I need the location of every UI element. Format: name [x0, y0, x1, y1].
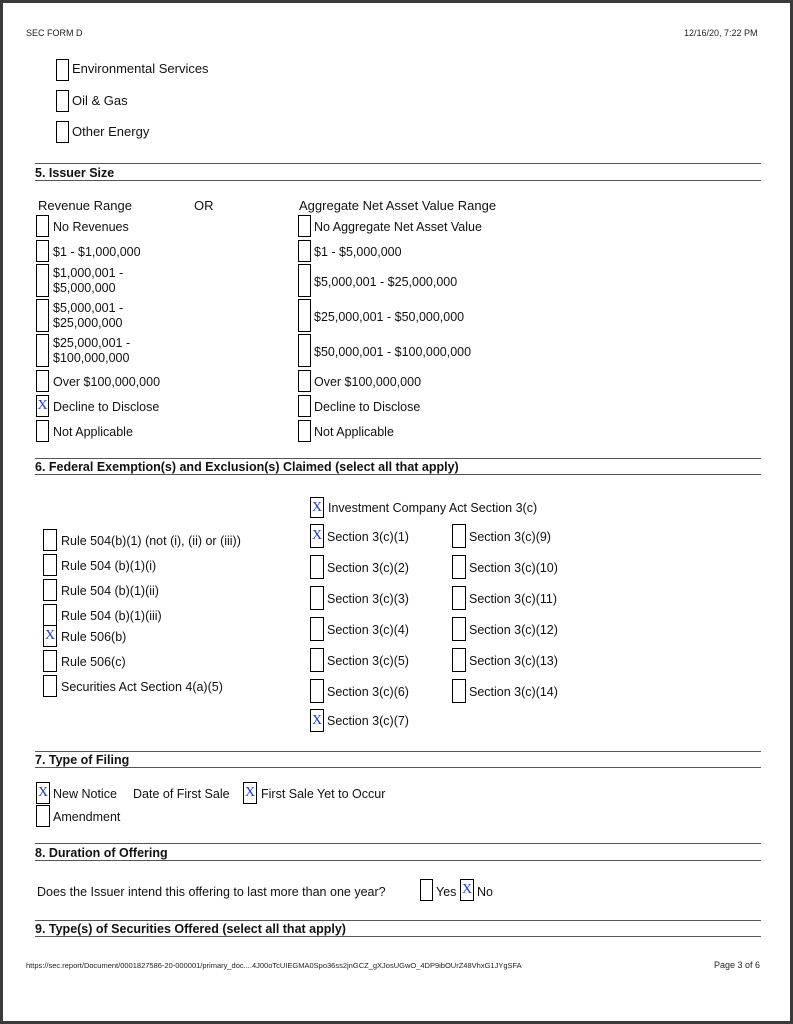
- checkbox-rule-504b1iii[interactable]: [43, 604, 57, 626]
- checkbox-nav-over-100m[interactable]: [298, 370, 311, 392]
- checkbox-amendment[interactable]: [36, 805, 50, 827]
- section-6-top-rule: [35, 458, 761, 459]
- net-asset-value-heading: Aggregate Net Asset Value Range: [299, 198, 497, 213]
- label-amendment: Amendment: [53, 810, 121, 824]
- checkbox-section-3c1[interactable]: X: [310, 524, 324, 548]
- label-revenue-25m-100m: $25,000,001 - $100,000,000: [53, 336, 131, 365]
- label-nav-1-5m: $1 - $5,000,000: [314, 245, 402, 259]
- checkbox-nav-decline[interactable]: [298, 395, 311, 417]
- section-8-top-rule: [35, 843, 761, 844]
- label-revenue-over-100m: Over $100,000,000: [53, 375, 161, 389]
- checkbox-rule-504b1ii[interactable]: [43, 579, 57, 601]
- section-8-title: 8. Duration of Offering: [35, 846, 168, 860]
- section-9-title: 9. Type(s) of Securities Offered (select all that apply): [35, 922, 346, 936]
- label-nav-not-applicable: Not Applicable: [314, 425, 394, 439]
- section-7-top-rule: [35, 751, 761, 752]
- checkbox-nav-5m-25m[interactable]: [298, 264, 311, 297]
- page-number: Page 3 of 6: [714, 960, 761, 970]
- label-new-notice: New Notice: [53, 787, 117, 801]
- checkbox-other-energy[interactable]: [56, 121, 69, 143]
- label-revenue-decline: Decline to Disclose: [53, 400, 160, 414]
- or-label: OR: [194, 198, 214, 213]
- checkbox-revenue-decline[interactable]: X: [36, 395, 49, 417]
- label-section-3c6: Section 3(c)(6): [327, 685, 409, 699]
- label-oil-gas: Oil & Gas: [72, 93, 128, 108]
- label-rule-506c: Rule 506(c): [61, 655, 126, 669]
- label-rule-506b: Rule 506(b): [61, 630, 127, 644]
- label-nav-5m-25m: $5,000,001 - $25,000,000: [314, 275, 458, 289]
- checkbox-rule-504b1i[interactable]: [43, 554, 57, 576]
- checkbox-section-3c6[interactable]: [310, 679, 324, 703]
- checkbox-revenue-1-1m[interactable]: [36, 240, 49, 262]
- checkbox-rule-504b1[interactable]: [43, 529, 57, 551]
- label-section-3c11: Section 3(c)(11): [469, 592, 557, 606]
- checkbox-section-3c3[interactable]: [310, 586, 324, 610]
- label-rule-504b1i: Rule 504 (b)(1)(i): [61, 559, 157, 573]
- footer-url: https://sec.report/Document/0001827586-20-000001/primary_doc....4J00oTcUIEGMA0Spo36ss2jnGCZ_gXJosUGwO_4DP9ibOUrZ48VhxG1JYgSFA: [26, 961, 522, 970]
- label-rule-504b1ii: Rule 504 (b)(1)(ii): [61, 584, 159, 598]
- section-7-bottom-rule: [35, 767, 761, 768]
- label-section-3c9: Section 3(c)(9): [469, 530, 551, 544]
- label-date-of-first-sale: Date of First Sale: [133, 787, 230, 801]
- checkbox-duration-no[interactable]: X: [460, 879, 474, 901]
- section-9-bottom-rule: [35, 936, 761, 937]
- checkbox-no-revenues[interactable]: [36, 215, 49, 237]
- checkbox-environmental-services[interactable]: [56, 59, 69, 81]
- label-section-3c13: Section 3(c)(13): [469, 654, 558, 668]
- label-first-sale-yet-to-occur: First Sale Yet to Occur: [261, 787, 386, 801]
- label-section-3c2: Section 3(c)(2): [327, 561, 409, 575]
- checkbox-new-notice[interactable]: X: [36, 782, 50, 804]
- section-8-bottom-rule: [35, 860, 761, 861]
- checkbox-section-3c10[interactable]: [452, 555, 466, 579]
- print-timestamp: 12/16/20, 7:22 PM: [684, 28, 758, 38]
- checkbox-section-3c13[interactable]: [452, 648, 466, 672]
- label-revenue-1-1m: $1 - $1,000,000: [53, 245, 141, 259]
- checkbox-revenue-25m-100m[interactable]: [36, 334, 49, 367]
- label-nav-25m-50m: $25,000,001 - $50,000,000: [314, 310, 465, 324]
- label-securities-act-4a5: Securities Act Section 4(a)(5): [61, 680, 223, 694]
- revenue-range-heading: Revenue Range: [38, 198, 132, 213]
- label-nav-50m-100m: $50,000,001 - $100,000,000: [314, 345, 472, 359]
- form-title-header: SEC FORM D: [26, 28, 83, 38]
- section-7-title: 7. Type of Filing: [35, 753, 130, 767]
- checkbox-nav-not-applicable[interactable]: [298, 420, 311, 442]
- label-no-revenues: No Revenues: [53, 220, 129, 234]
- label-revenue-not-applicable: Not Applicable: [53, 425, 133, 439]
- label-no-nav: No Aggregate Net Asset Value: [314, 220, 482, 234]
- checkbox-section-3c11[interactable]: [452, 586, 466, 610]
- document-page: [3, 3, 790, 1021]
- label-duration-no: No: [477, 885, 493, 899]
- label-investment-company-act: Investment Company Act Section 3(c): [328, 501, 538, 515]
- label-section-3c5: Section 3(c)(5): [327, 654, 409, 668]
- checkbox-section-3c9[interactable]: [452, 524, 466, 548]
- checkbox-duration-yes[interactable]: [420, 879, 433, 901]
- checkbox-section-3c7[interactable]: X: [310, 709, 324, 732]
- label-section-3c12: Section 3(c)(12): [469, 623, 558, 637]
- label-rule-504b1iii: Rule 504 (b)(1)(iii): [61, 609, 162, 623]
- section-9-top-rule: [35, 920, 761, 921]
- label-revenue-5m-25m: $5,000,001 - $25,000,000: [53, 301, 124, 330]
- section-6-title: 6. Federal Exemption(s) and Exclusion(s) Claimed (select all that apply): [35, 460, 459, 474]
- checkbox-revenue-1m-5m[interactable]: [36, 264, 49, 297]
- section-6-bottom-rule: [35, 474, 761, 475]
- label-section-3c4: Section 3(c)(4): [327, 623, 409, 637]
- label-section-3c10: Section 3(c)(10): [469, 561, 558, 575]
- checkbox-no-nav[interactable]: [298, 215, 311, 237]
- label-section-3c14: Section 3(c)(14): [469, 685, 558, 699]
- checkbox-securities-act-4a5[interactable]: [43, 675, 57, 697]
- section-5-title: 5. Issuer Size: [35, 166, 115, 180]
- checkbox-rule-506b[interactable]: X: [43, 625, 57, 647]
- checkbox-first-sale-yet-to-occur[interactable]: X: [243, 782, 257, 804]
- checkbox-revenue-over-100m[interactable]: [36, 370, 49, 392]
- label-revenue-1m-5m: $1,000,001 - $5,000,000: [53, 266, 124, 295]
- label-rule-504b1: Rule 504(b)(1) (not (i), (ii) or (iii)): [61, 534, 241, 548]
- duration-question: Does the Issuer intend this offering to last more than one year?: [37, 885, 386, 899]
- label-duration-yes: Yes: [436, 885, 457, 899]
- label-section-3c1: Section 3(c)(1): [327, 530, 409, 544]
- checkbox-oil-gas[interactable]: [56, 90, 69, 112]
- checkbox-nav-1-5m[interactable]: [298, 240, 311, 262]
- checkbox-investment-company-act[interactable]: X: [310, 497, 324, 518]
- checkbox-nav-25m-50m[interactable]: [298, 299, 311, 332]
- section-5-bottom-rule: [35, 180, 761, 181]
- checkbox-rule-506c[interactable]: [43, 650, 57, 672]
- label-section-3c7: Section 3(c)(7): [327, 714, 409, 728]
- checkbox-section-3c4[interactable]: [310, 617, 324, 641]
- checkbox-revenue-not-applicable[interactable]: [36, 420, 49, 442]
- checkbox-section-3c12[interactable]: [452, 617, 466, 641]
- checkbox-revenue-5m-25m[interactable]: [36, 299, 49, 332]
- checkbox-section-3c5[interactable]: [310, 648, 324, 672]
- label-nav-over-100m: Over $100,000,000: [314, 375, 422, 389]
- checkbox-section-3c14[interactable]: [452, 679, 466, 703]
- label-environmental-services: Environmental Services: [72, 61, 209, 76]
- label-section-3c3: Section 3(c)(3): [327, 592, 409, 606]
- label-nav-decline: Decline to Disclose: [314, 400, 421, 414]
- checkbox-nav-50m-100m[interactable]: [298, 334, 311, 367]
- checkbox-section-3c2[interactable]: [310, 555, 324, 579]
- label-other-energy: Other Energy: [72, 124, 150, 139]
- section-5-top-rule: [35, 163, 761, 164]
